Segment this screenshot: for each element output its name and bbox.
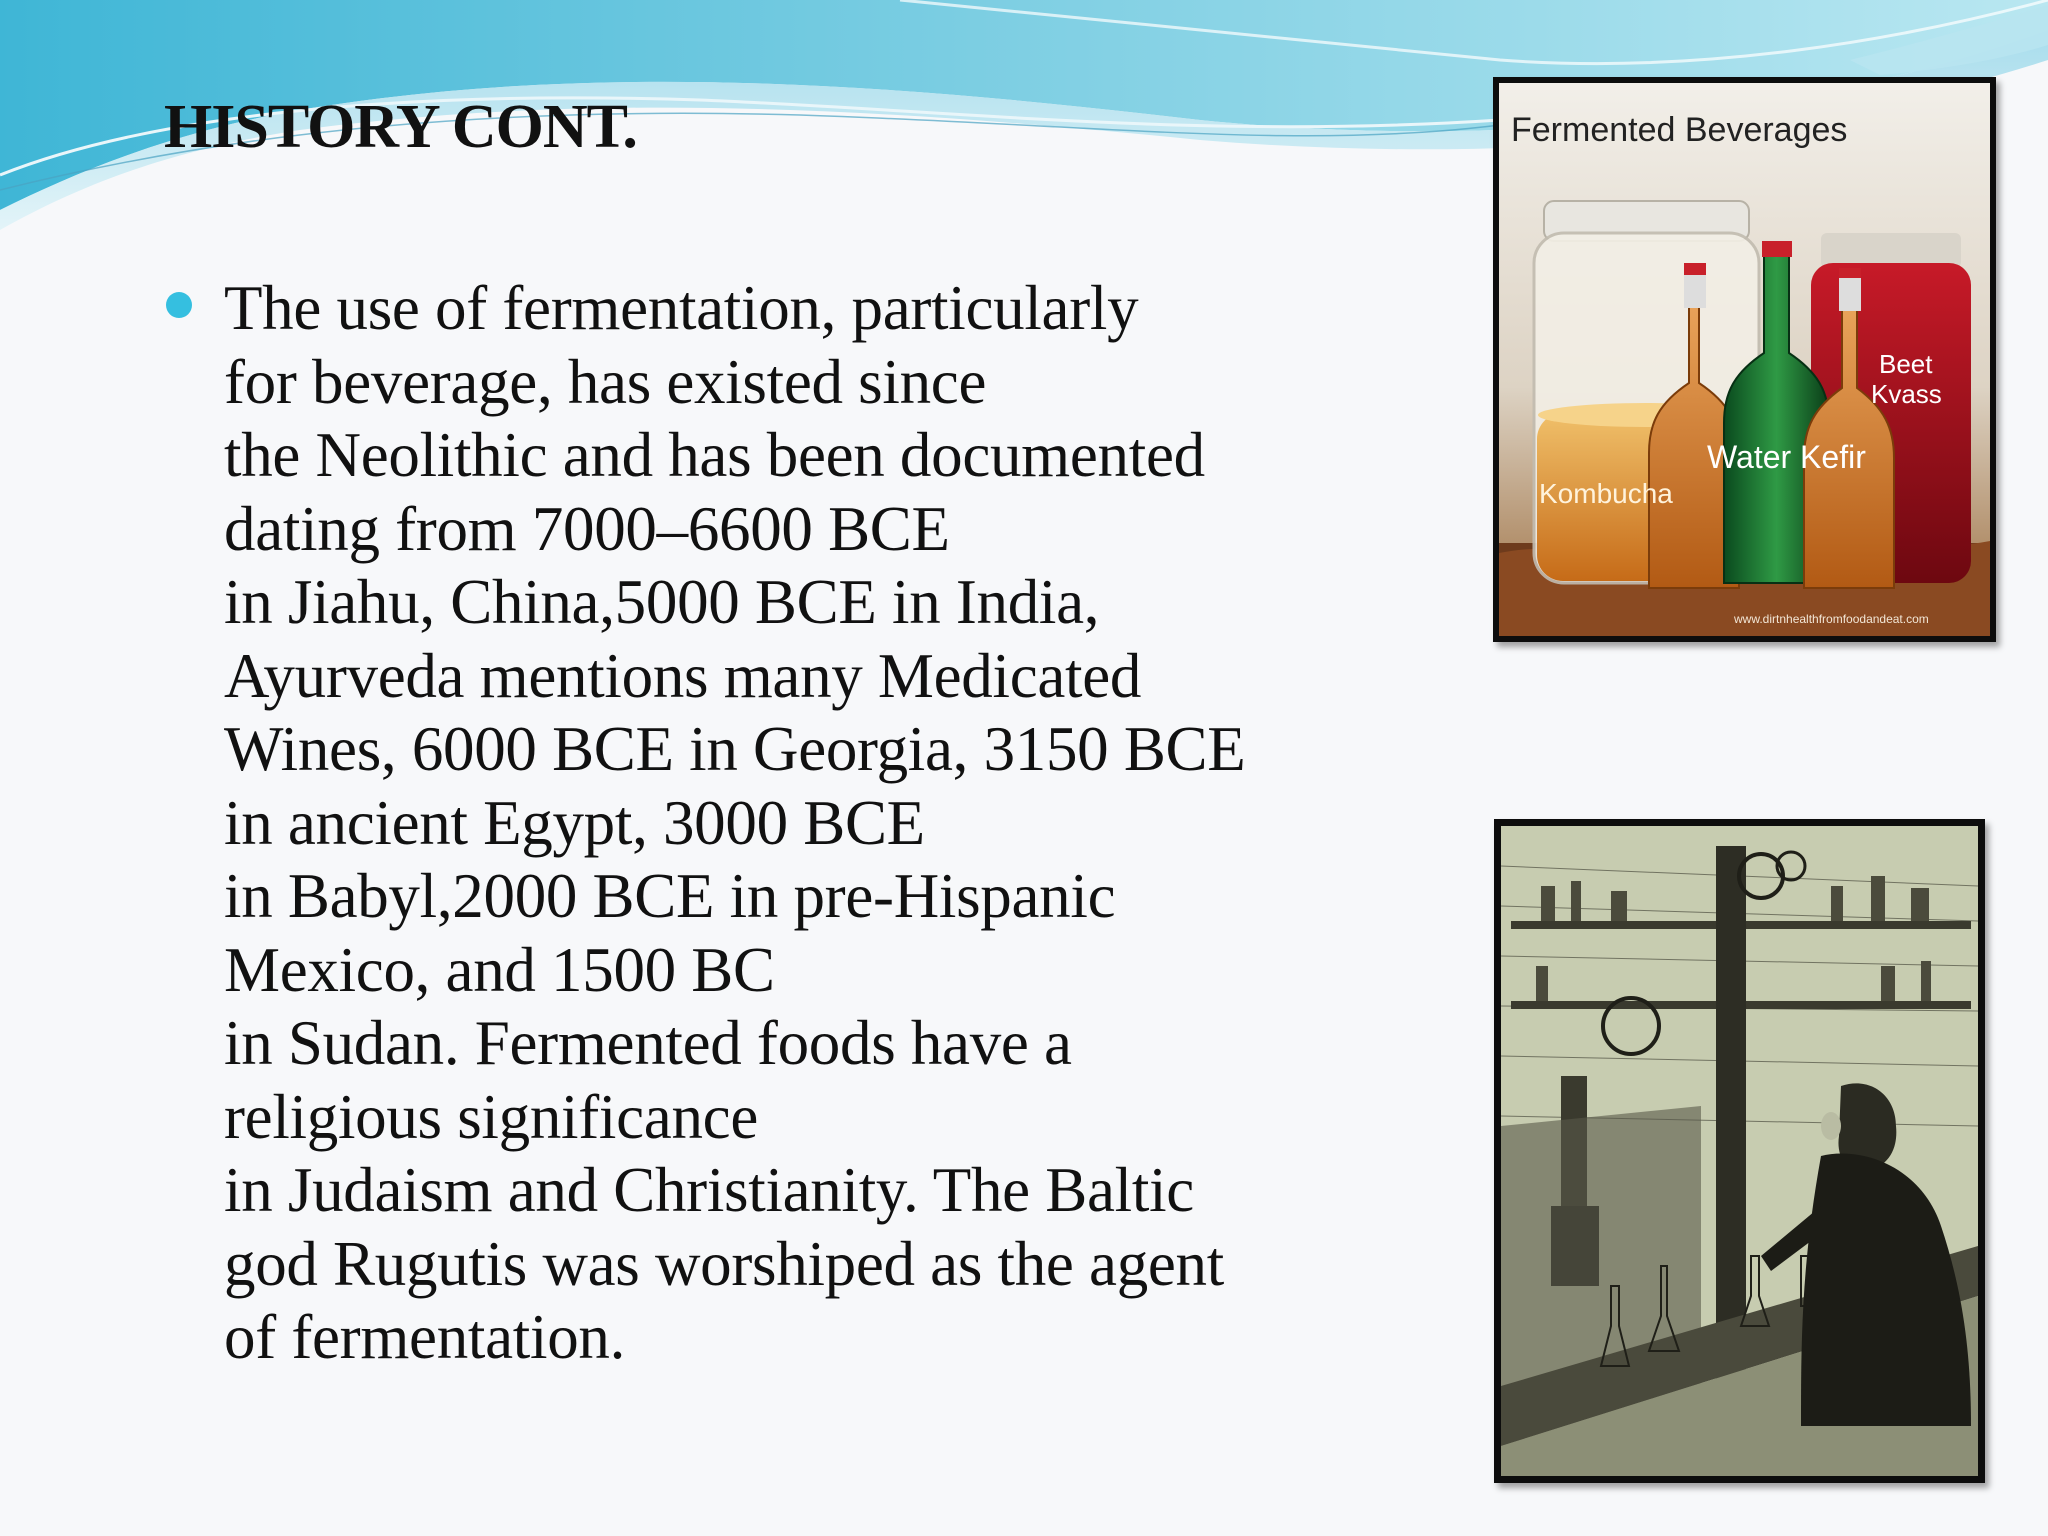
photo-watermark: www.dirtnhealthfromfoodandeat.com — [1734, 612, 1929, 626]
slide-title: HISTORY CONT. — [164, 93, 637, 161]
fermented-beverages-photo — [1493, 77, 1996, 642]
scientist-etching-image — [1494, 819, 1985, 1483]
bullet-item — [166, 272, 1416, 1375]
label-beet: Beet — [1879, 349, 1933, 379]
label-kvass: Kvass — [1871, 379, 1942, 409]
label-water-kefir: Water Kefir — [1707, 439, 1866, 475]
photo-heading: Fermented Beverages — [1511, 111, 1848, 149]
bullet-dot-icon — [166, 292, 192, 318]
beverages-illustration — [1499, 83, 1990, 636]
bullet-text: The use of fermentation, particularly for beverage, has existed since the Neolithic and has been documented dating from 7000–6600 BCE in Jiahu, China,5000 BCE in India, Ayurveda mentions many Medicated Wines, 6000 BCE in Georgia, 3150 BCE in ancient Egypt, 3000 BCE in Babyl,2000 BCE in pre-Hispanic Mexico, and 1500 BC in Sudan. Fermented foods have a religious significance in Judaism and Christianity. The Baltic god Rugutis was worshiped as the agent of fermentation. — [224, 273, 1246, 1372]
label-kombucha: Kombucha — [1539, 478, 1673, 509]
laboratory-etching-illustration — [1501, 826, 1978, 1476]
